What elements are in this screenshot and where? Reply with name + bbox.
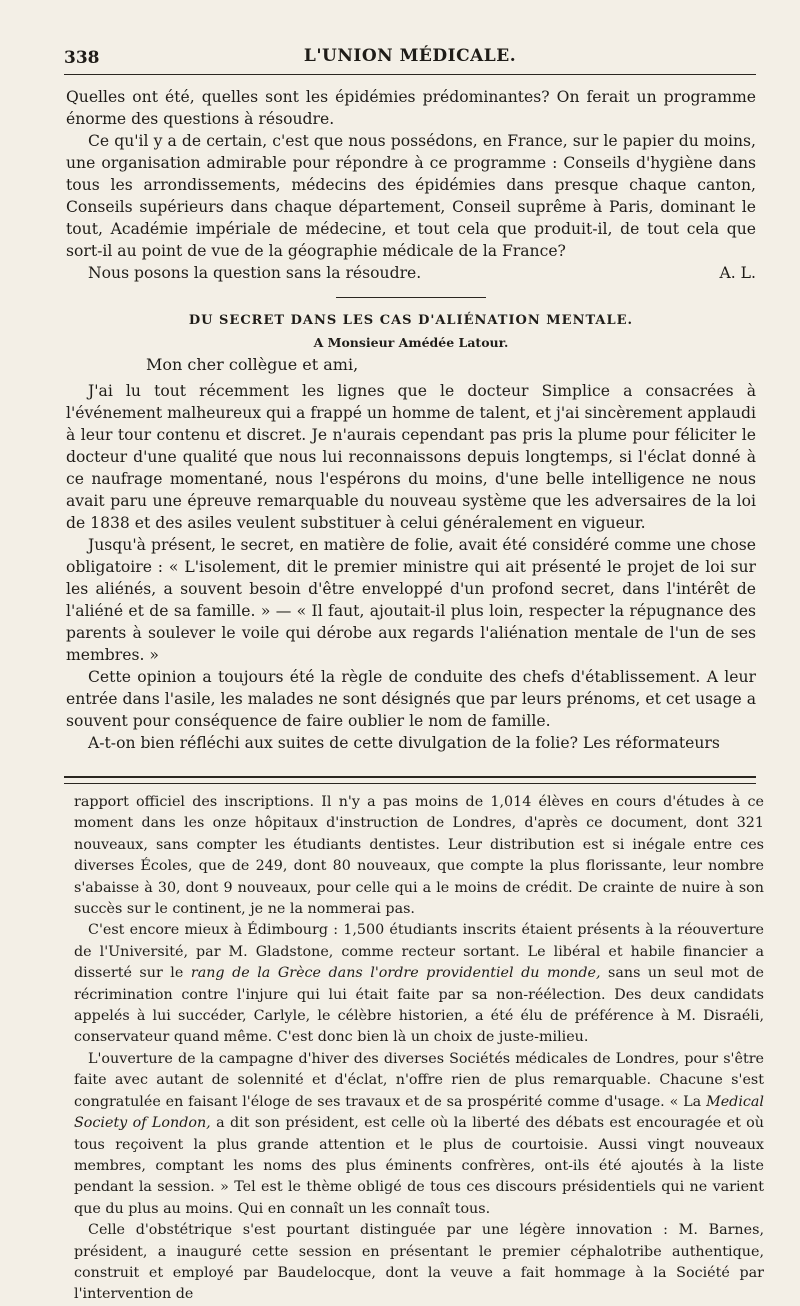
feuilleton-divider <box>64 776 756 784</box>
feuilleton-p3-italic: Medical Society of London, <box>74 1093 764 1132</box>
section-divider <box>336 297 486 298</box>
article-paragraph-1: J'ai lu tout récemment les lignes que le docteur Simplice a consacrées à l'événement malheureux qui a frappé un homme de talent, et j'ai sincèrement applaudi à leur tour contenu et discret. Je n'aurais cependant pas pris la plume pour féliciter le docteur d'une qualité que nous lui reconnaissons depuis longtemps, si l'éclat donné à ce naufrage momentané, nous l'espérons du moins, d'une belle intelligence ne nous avait paru une épreuve remarquable du nouveau système que les adversaires de la loi de 1838 et des asiles veulent substituer à celui généralement en vigueur. <box>66 382 756 532</box>
main-column <box>66 86 756 754</box>
feuilleton-p2-start: C'est encore mieux à Édimbourg : 1,500 étudiants inscrits étaient présents à la réouverture de l'Université, par M. Gladstone, comme recteur sortant. Le libéral et habile financier a disserté sur le <box>74 922 764 982</box>
feuilleton-paragraph-2 <box>74 920 764 1048</box>
article-dedication: A Monsieur Amédée Latour. <box>313 335 509 350</box>
feuilleton-p2-end: sans un seul mot de récrimination contre l'injure qui lui était faite par sa non-réélection. Des deux candidats appelés à lui succéder, Carlyle, le célèbre historien, a été élu de préférence à M. Disraéli, conservateur quand même. C'est donc bien là un choix de juste-milieu. <box>74 965 764 1046</box>
paragraph-question <box>66 262 756 284</box>
author-signature: A. L. <box>719 264 756 282</box>
feuilleton-p3-end: a dit son président, est celle où la liberté des débats est encouragée et où tous reçoivent la plus grande attention et le plus de courtoisie. Aussi vingt nouveaux membres, comptant les noms des plus éminents confrères, ont-ils été ajoutés à la liste pendant la session. » Tel est le thème obligé de tous ces discours présidentiels qui ne varient que du plus au moins. Qui en connaît un les connaît tous. <box>74 1115 765 1217</box>
running-title: L'UNION MÉDICALE. <box>303 46 517 66</box>
article-salutation: Mon cher collègue et ami, <box>146 355 359 374</box>
feuilleton-column <box>74 792 764 1306</box>
feuilleton-p3-start: L'ouverture de la campagne d'hiver des diverses Sociétés médicales de Londres, pour s'être faite avec autant de solennité et d'éclat, n'offre rien de plus remarquable. Chacune s'est congratulée en faisant l'éloge de ses travaux et de sa prospérité comme d'usage. « La <box>74 1050 764 1110</box>
feuilleton-p2-italic: rang de la Grèce dans l'ordre providentiel du monde, <box>190 965 601 982</box>
feuilleton-paragraph-3 <box>74 1049 764 1220</box>
article-paragraph-2: Jusqu'à présent, le secret, en matière de folie, avait été considéré comme une chose obligatoire : « L'isolement, dit le premier ministre qui ait présenté le projet de loi sur les aliénés, a souvent besoin d'être enveloppé d'un profond secret, dans l'intérêt de l'aliéné et de sa famille. » — « Il faut, ajoutait-il plus loin, respecter la répugnance des parents à soulever le voile qui dérobe aux regards l'aliénation mentale de l'un de ses membres. » <box>66 536 756 664</box>
page-number: 338 <box>64 48 100 68</box>
question-text: Nous posons la question sans la résoudre. <box>88 264 422 282</box>
article-title: DU SECRET DANS LES CAS D'ALIÉNATION MENTALE. <box>188 313 634 328</box>
page-header <box>64 44 756 75</box>
article-paragraph-3: Cette opinion a toujours été la règle de conduite des chefs d'établissement. A leur entrée dans l'asile, les malades ne sont désignés que par leurs prénoms, et cet usage a souvent pour conséquence de faire oublier le nom de famille. <box>66 668 756 730</box>
paragraph-epidemics: Quelles ont été, quelles sont les épidémies prédominantes? On ferait un programme énorme des questions à résoudre. <box>66 88 756 128</box>
feuilleton-paragraph-1: rapport officiel des inscriptions. Il n'y a pas moins de 1,014 élèves en cours d'études à ce moment dans les onze hôpitaux d'instruction de Londres, d'après ce document, dont 321 nouveaux, sans compter les étudiants dentistes. Leur distribution est si inégale entre ces diverses Écoles, que de 249, dont 80 nouveaux, que compte la plus florissante, leur nombre s'abaisse à 30, dont 9 nouveaux, pour celle qui a le moins de crédit. De crainte de nuire à son succès sur le continent, je ne la nommerai pas. <box>74 794 764 918</box>
article-paragraph-4: A-t-on bien réfléchi aux suites de cette divulgation de la folie? Les réformateurs <box>88 734 720 752</box>
feuilleton-paragraph-4: Celle d'obstétrique s'est pourtant distinguée par une légère innovation : M. Barnes, président, a inauguré cette session en présentant le premier céphalotribe authentique, construit et employé par Baudelocque, dont la veuve a fait hommage à la Société par l'intervention de <box>74 1222 764 1303</box>
paragraph-organisation: Ce qu'il y a de certain, c'est que nous possédons, en France, sur le papier du moins, une organisation admirable pour répondre à ce programme : Conseils d'hygiène dans tous les arrondissements, médecins des épidémies dans presque chaque canton, Conseils supérieurs dans chaque département, Conseil suprême à Paris, dominant le tout, Académie impériale de médecine, et tout cela que produit-il, de tout cela que sort-il au point de vue de la géographie médicale de la France? <box>66 132 756 260</box>
